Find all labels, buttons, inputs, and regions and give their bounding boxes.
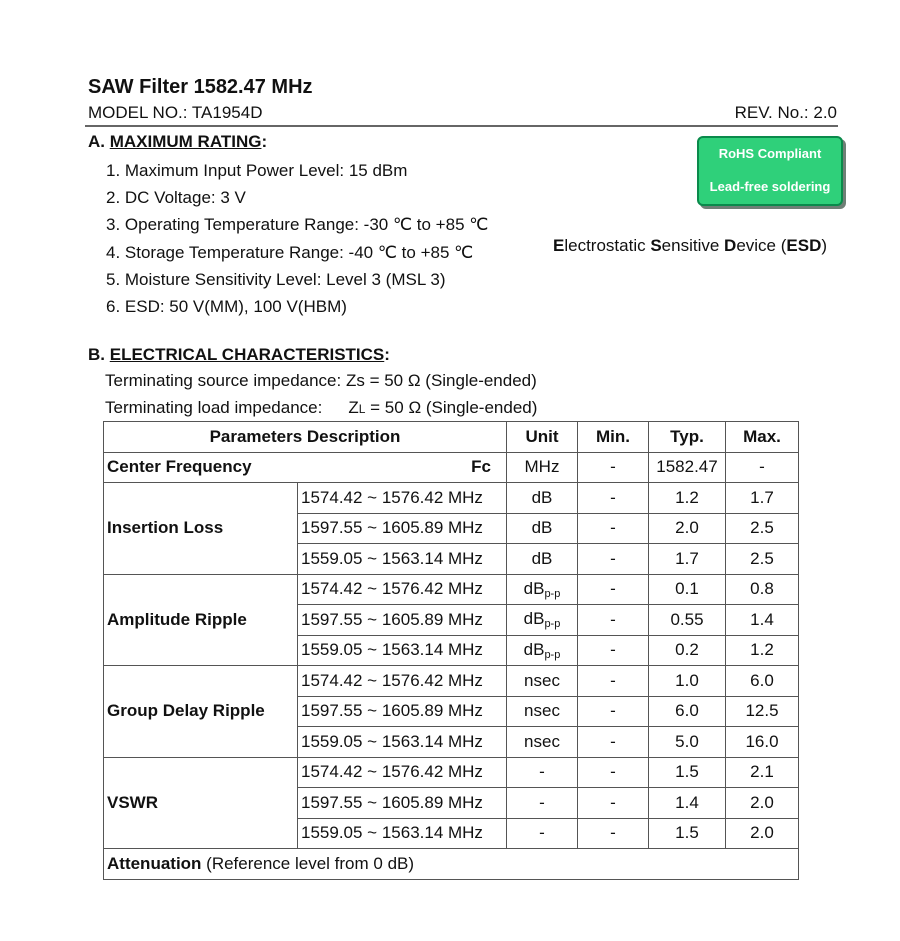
table-cell: MHz [507,452,578,483]
frequency-range-cell: 1597.55 ~ 1605.89 MHz [298,513,507,544]
model-number: MODEL NO.: TA1954D [88,103,263,122]
frequency-range-cell: 1559.05 ~ 1563.14 MHz [298,635,507,666]
table-row [104,849,799,880]
table-cell: 1.4 [726,605,799,636]
table-cell: 12.5 [726,696,799,727]
unit-cell [507,757,578,788]
section-b-title: ELECTRICAL CHARACTERISTICS [109,345,385,364]
attenuation-note: (Reference level from 0 dB) [201,853,415,873]
list-item: 2. DC Voltage: 3 V [106,188,246,208]
table-cell: - [578,513,649,544]
unit-cell [507,513,578,544]
esd-note: Electrostatic Sensitive Device (ESD) [553,236,828,255]
unit-text: dB [531,548,553,568]
header-divider [85,125,838,127]
unit-text: dB [523,609,545,629]
frequency-range-cell: 1574.42 ~ 1576.42 MHz [298,574,507,605]
frequency-range-cell: 1574.42 ~ 1576.42 MHz [298,483,507,514]
table-cell: - [726,452,799,483]
table-cell: - [578,452,649,483]
frequency-range-cell: 1559.05 ~ 1563.14 MHz [298,544,507,575]
table-cell: - [578,574,649,605]
list-item: 4. Storage Temperature Range: -40 ℃ to +85 ℃ [106,242,474,262]
unit-subscript: p-p [544,648,561,661]
table-cell: 6.0 [649,696,726,727]
unit-text: nsec [524,731,560,751]
table-cell: 1582.47 [649,452,726,483]
table-cell: - [578,818,649,849]
unit-cell [507,544,578,575]
table-cell: 2.0 [726,788,799,819]
table-cell: 2.5 [726,544,799,575]
table-cell: - [578,666,649,697]
table-cell: 1.0 [649,666,726,697]
section-a-heading: A. MAXIMUM RATING: [88,132,268,151]
unit-subscript: p-p [544,618,561,631]
table-cell: - [578,696,649,727]
table-cell: 0.55 [649,605,726,636]
unit-cell [507,483,578,514]
attenuation-cell [104,849,799,880]
table-cell: 2.0 [726,818,799,849]
table-row [104,452,799,483]
unit-text: dB [523,639,545,659]
unit-text: - [539,762,545,782]
unit-text: dB [531,487,553,507]
section-a-title: MAXIMUM RATING [109,132,262,151]
list-item: 3. Operating Temperature Range: -30 ℃ to +85 ℃ [106,215,489,235]
list-item: 5. Moisture Sensitivity Level: Level 3 (MSL 3) [106,269,446,289]
unit-cell [507,788,578,819]
header-cell: Max. [726,422,799,453]
frequency-range-cell: 1574.42 ~ 1576.42 MHz [298,757,507,788]
table-row [104,483,799,514]
list-item: 6. ESD: 50 V(MM), 100 V(HBM) [106,296,347,316]
table-cell: - [578,757,649,788]
revision-number: REV. No.: 2.0 [734,103,837,122]
unit-cell [507,605,578,636]
table-cell: - [578,544,649,575]
frequency-range-cell: 1574.42 ~ 1576.42 MHz [298,666,507,697]
frequency-range-cell: 1559.05 ~ 1563.14 MHz [298,727,507,758]
table-cell: 0.2 [649,635,726,666]
unit-text: - [539,792,545,812]
unit-cell [507,727,578,758]
table-row [104,757,799,788]
table-cell: 0.1 [649,574,726,605]
table-cell: 16.0 [726,727,799,758]
table-cell: - [578,483,649,514]
unit-text: - [539,823,545,843]
table-cell: 2.1 [726,757,799,788]
table-header-row [104,422,799,453]
frequency-range-cell: 1597.55 ~ 1605.89 MHz [298,788,507,819]
table-cell: 1.7 [649,544,726,575]
header-cell: Unit [507,422,578,453]
frequency-range-cell: 1559.05 ~ 1563.14 MHz [298,818,507,849]
table-cell: - [578,635,649,666]
table-cell: 1.5 [649,757,726,788]
load-impedance: Terminating load impedance: ZL = 50 Ω (Single-ended) [105,398,538,417]
rohs-label: RoHS Compliant [718,146,822,161]
unit-text: dB [531,518,553,538]
table-row [104,666,799,697]
table-cell: 1.2 [649,483,726,514]
max-rating-list [106,157,488,320]
table-cell: 1.2 [726,635,799,666]
table-cell: 6.0 [726,666,799,697]
table-cell: 0.8 [726,574,799,605]
unit-subscript: p-p [544,587,561,600]
electrical-characteristics-table [103,421,799,880]
table-cell: - [578,788,649,819]
table-cell: 1.7 [726,483,799,514]
unit-cell [507,696,578,727]
table-cell: 1.4 [649,788,726,819]
center-frequency-symbol: Fc [471,457,491,477]
table-row [104,574,799,605]
parameter-name-cell: Group Delay Ripple [104,666,298,758]
table-cell: 2.5 [726,513,799,544]
section-b-heading: B. ELECTRICAL CHARACTERISTICS: [88,345,390,364]
table-cell: 2.0 [649,513,726,544]
attenuation-label: Attenuation [107,853,202,873]
document-title: SAW Filter 1582.47 MHz [88,76,313,98]
table-cell: - [578,605,649,636]
unit-cell [507,666,578,697]
parameter-name-cell: VSWR [104,757,298,849]
unit-text: nsec [524,701,560,721]
unit-cell [507,574,578,605]
frequency-range-cell: 1597.55 ~ 1605.89 MHz [298,605,507,636]
parameter-name-cell: Insertion Loss [104,483,298,575]
rohs-badge [697,136,843,206]
parameter-name-cell: Amplitude Ripple [104,574,298,666]
center-frequency-label: Center Frequency [107,457,252,477]
table-cell: 1.5 [649,818,726,849]
center-frequency-cell [104,452,507,483]
header-cell: Min. [578,422,649,453]
header-cell: Parameters Description [104,422,507,453]
unit-text: dB [523,578,545,598]
unit-text: nsec [524,670,560,690]
frequency-range-cell: 1597.55 ~ 1605.89 MHz [298,696,507,727]
unit-cell [507,635,578,666]
unit-cell [507,818,578,849]
header-cell: Typ. [649,422,726,453]
lead-free-label: Lead-free soldering [709,179,831,194]
list-item: 1. Maximum Input Power Level: 15 dBm [106,161,408,180]
table-cell: 5.0 [649,727,726,758]
table-cell: - [578,727,649,758]
source-impedance: Terminating source impedance: Zs = 50 Ω (Single-ended) [105,371,537,390]
